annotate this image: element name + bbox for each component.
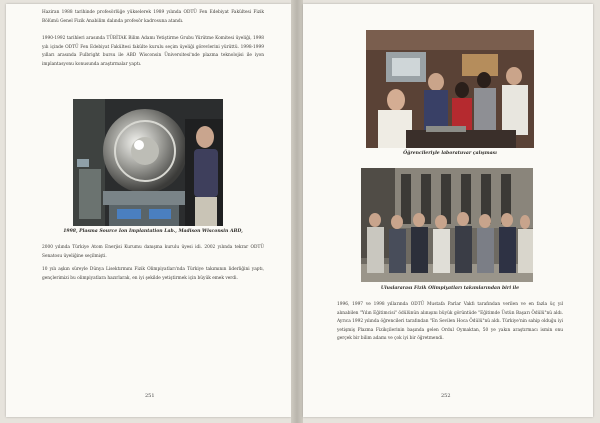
- plasma-lab-photo: [73, 99, 223, 226]
- right-photo-caption-2: Uluslararası Fizik Olimpiyatları takımlarından biri ile: [380, 286, 520, 291]
- right-page-number: 252: [441, 393, 451, 399]
- left-paragraph-2: 1990-1992 tarihleri arasında TÜBİTAK Bilim Adamı Yetiştirme Grubu Yürütme Komitesi üyeliği, 1998 yılı içinde ODTÜ Fen Edebiyat Fakültesi fakülte kurulu seçim üyeliği görevlerini yürüttü. 1998-1999 yılları arasında Fulbright bursu ile ABD Wisconsin Üniversitesi'nde plazma teknolojisi ile iyon implantasyonu konusunda araştırmalar yaptı.: [42, 36, 264, 67]
- students-lab-photo: [366, 30, 534, 148]
- left-paragraph-4: 10 yılı aşkın süreyle Dünya Lisektırmını Fizik Olimpiyatları'nda Türkiye takımının liderliğini yaptı, gençlerimizi bu olimpiyatlara hazırlarak, en iyi şekilde yetiştirmek için büyük emek verdi.: [42, 267, 264, 281]
- left-page-number: 251: [145, 393, 155, 399]
- left-paragraph-1: Haziran 1988 tarihinde profesörlüğe yükselerek 1989 yılında ODTÜ Fen Edebiyat Fakültesi Fizik Bölümü Genel Fizik Anabilim dalında profesör kadrosuna atandı.: [42, 10, 264, 24]
- olympiad-team-image: [361, 168, 533, 282]
- left-photo-caption: 1998, Plasma Source Ion Implantation Lab., Madison Wisconsin ABD,: [63, 229, 243, 234]
- left-paragraph-3: 2000 yılında Türkiye Atom Enerjisi Kurumu danışma kurulu üyesi idi. 2002 yılında tekrar ODTÜ Senatosu üyeliğine seçilmişti.: [42, 245, 264, 259]
- olympiad-team-photo: [361, 168, 533, 282]
- book-gutter: [291, 0, 303, 423]
- left-page: [6, 4, 291, 417]
- right-paragraph-1: 1996, 1997 ve 1998 yıllarında ODTÜ Mustafa Parlar Vakfı tarafından verilen ve en fazla üç yıl alınabilen "Yılın Eğitimcisi" ödülünün alınışını büyük görüntüde "Eğitimde Üstün Başarı Ödülü"nü aldı. Ayrıca 1992 yılında öğrencileri tarafından "En Sevilen Hoca Ödülü"nü aldı. Türkiye'nin sahip olduğu iyi yetişmiş Plazma Fizikçilerinin başında gelen Ordul Oymaktan, 50 ye yakın araştırmacı ismin onu gerçek bir bilim adamı ve çok iyi bir öğretmendi.: [337, 302, 563, 342]
- right-photo-caption-1: Öğrencileriyle laboratuvar çalışması: [403, 151, 497, 156]
- plasma-chamber-image: [73, 99, 223, 226]
- right-page: [303, 4, 593, 417]
- students-lab-image: [366, 30, 534, 148]
